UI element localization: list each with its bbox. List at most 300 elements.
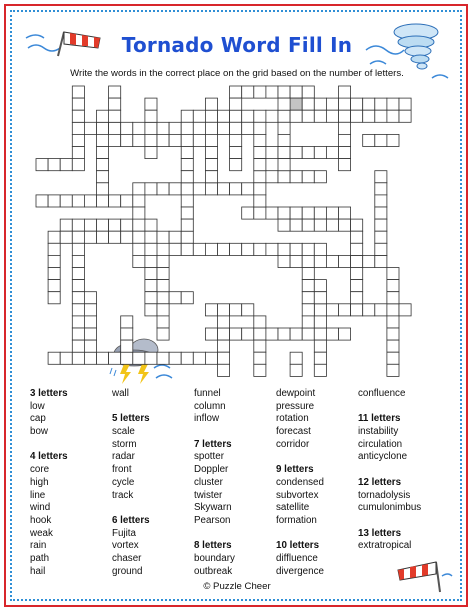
grid-cell[interactable] <box>48 195 60 207</box>
grid-cell[interactable] <box>339 86 351 98</box>
grid-cell[interactable] <box>302 292 314 304</box>
grid-cell[interactable] <box>84 195 96 207</box>
grid-cell[interactable] <box>193 243 205 255</box>
grid-cell[interactable] <box>387 292 399 304</box>
grid-cell[interactable] <box>72 352 84 364</box>
grid-cell[interactable] <box>157 122 169 134</box>
grid-cell[interactable] <box>97 171 109 183</box>
grid-cell[interactable] <box>326 207 338 219</box>
grid-cell[interactable] <box>121 352 133 364</box>
grid-cell[interactable] <box>193 352 205 364</box>
grid-cell[interactable] <box>399 110 411 122</box>
grid-cell[interactable] <box>97 122 109 134</box>
grid-cell[interactable] <box>72 328 84 340</box>
grid-cell[interactable] <box>387 340 399 352</box>
grid-cell[interactable] <box>133 207 145 219</box>
grid-cell[interactable] <box>145 219 157 231</box>
grid-cell[interactable] <box>230 243 242 255</box>
grid-cell[interactable] <box>266 147 278 159</box>
grid-cell[interactable] <box>133 231 145 243</box>
grid-cell[interactable] <box>278 219 290 231</box>
grid-cell[interactable] <box>290 171 302 183</box>
grid-cell[interactable] <box>133 352 145 364</box>
grid-cell[interactable] <box>302 280 314 292</box>
grid-cell[interactable] <box>205 134 217 146</box>
grid-cell[interactable] <box>145 255 157 267</box>
grid-cell[interactable] <box>254 340 266 352</box>
grid-cell[interactable] <box>339 122 351 134</box>
grid-cell[interactable] <box>314 219 326 231</box>
grid-cell[interactable] <box>157 292 169 304</box>
grid-cell[interactable] <box>375 231 387 243</box>
grid-cell[interactable] <box>48 280 60 292</box>
grid-cell[interactable] <box>169 352 181 364</box>
grid-cell[interactable] <box>72 304 84 316</box>
grid-cell[interactable] <box>290 147 302 159</box>
grid-cell[interactable] <box>84 231 96 243</box>
grid-cell[interactable] <box>218 316 230 328</box>
grid-cell[interactable] <box>84 292 96 304</box>
grid-cell[interactable] <box>145 304 157 316</box>
grid-cell[interactable] <box>72 110 84 122</box>
grid-cell[interactable] <box>290 98 302 110</box>
grid-cell[interactable] <box>205 352 217 364</box>
grid-cell[interactable] <box>145 98 157 110</box>
grid-cell[interactable] <box>339 159 351 171</box>
grid-cell[interactable] <box>314 110 326 122</box>
grid-cell[interactable] <box>242 243 254 255</box>
grid-cell[interactable] <box>230 159 242 171</box>
grid-cell[interactable] <box>60 352 72 364</box>
grid-cell[interactable] <box>387 316 399 328</box>
grid-cell[interactable] <box>72 86 84 98</box>
grid-cell[interactable] <box>230 122 242 134</box>
grid-cell[interactable] <box>326 328 338 340</box>
grid-cell[interactable] <box>387 268 399 280</box>
grid-cell[interactable] <box>181 147 193 159</box>
grid-cell[interactable] <box>48 352 60 364</box>
grid-cell[interactable] <box>169 122 181 134</box>
grid-cell[interactable] <box>339 207 351 219</box>
grid-cell[interactable] <box>157 183 169 195</box>
grid-cell[interactable] <box>278 159 290 171</box>
grid-cell[interactable] <box>169 134 181 146</box>
grid-cell[interactable] <box>351 219 363 231</box>
grid-cell[interactable] <box>133 255 145 267</box>
grid-cell[interactable] <box>157 231 169 243</box>
grid-cell[interactable] <box>145 122 157 134</box>
grid-cell[interactable] <box>84 316 96 328</box>
grid-cell[interactable] <box>218 340 230 352</box>
grid-cell[interactable] <box>387 98 399 110</box>
grid-cell[interactable] <box>302 255 314 267</box>
grid-cell[interactable] <box>109 110 121 122</box>
grid-cell[interactable] <box>72 195 84 207</box>
grid-cell[interactable] <box>302 98 314 110</box>
grid-cell[interactable] <box>302 219 314 231</box>
grid-cell[interactable] <box>181 231 193 243</box>
grid-cell[interactable] <box>363 110 375 122</box>
grid-cell[interactable] <box>254 195 266 207</box>
grid-cell[interactable] <box>133 243 145 255</box>
grid-cell[interactable] <box>387 110 399 122</box>
grid-cell[interactable] <box>387 304 399 316</box>
grid-cell[interactable] <box>72 219 84 231</box>
grid-cell[interactable] <box>314 207 326 219</box>
grid-cell[interactable] <box>375 171 387 183</box>
grid-cell[interactable] <box>326 98 338 110</box>
grid-cell[interactable] <box>375 183 387 195</box>
grid-cell[interactable] <box>290 352 302 364</box>
grid-cell[interactable] <box>121 122 133 134</box>
grid-cell[interactable] <box>290 219 302 231</box>
grid-cell[interactable] <box>109 86 121 98</box>
grid-cell[interactable] <box>387 280 399 292</box>
grid-cell[interactable] <box>339 134 351 146</box>
grid-cell[interactable] <box>351 280 363 292</box>
grid-cell[interactable] <box>48 292 60 304</box>
grid-cell[interactable] <box>121 231 133 243</box>
grid-cell[interactable] <box>339 304 351 316</box>
grid-cell[interactable] <box>97 183 109 195</box>
grid-cell[interactable] <box>242 207 254 219</box>
grid-cell[interactable] <box>290 110 302 122</box>
grid-cell[interactable] <box>290 364 302 376</box>
grid-cell[interactable] <box>242 304 254 316</box>
grid-cell[interactable] <box>242 86 254 98</box>
grid-cell[interactable] <box>302 268 314 280</box>
grid-cell[interactable] <box>339 328 351 340</box>
grid-cell[interactable] <box>218 328 230 340</box>
grid-cell[interactable] <box>290 243 302 255</box>
grid-cell[interactable] <box>230 98 242 110</box>
grid-cell[interactable] <box>387 328 399 340</box>
grid-cell[interactable] <box>278 328 290 340</box>
grid-cell[interactable] <box>278 122 290 134</box>
grid-cell[interactable] <box>97 352 109 364</box>
grid-cell[interactable] <box>363 255 375 267</box>
grid-cell[interactable] <box>302 243 314 255</box>
grid-cell[interactable] <box>109 98 121 110</box>
grid-cell[interactable] <box>48 255 60 267</box>
grid-cell[interactable] <box>302 86 314 98</box>
grid-cell[interactable] <box>36 159 48 171</box>
grid-cell[interactable] <box>218 243 230 255</box>
grid-cell[interactable] <box>278 110 290 122</box>
grid-cell[interactable] <box>266 110 278 122</box>
grid-cell[interactable] <box>254 122 266 134</box>
grid-cell[interactable] <box>60 159 72 171</box>
grid-cell[interactable] <box>375 243 387 255</box>
grid-cell[interactable] <box>157 316 169 328</box>
grid-cell[interactable] <box>278 171 290 183</box>
grid-cell[interactable] <box>254 159 266 171</box>
grid-cell[interactable] <box>278 98 290 110</box>
grid-cell[interactable] <box>133 183 145 195</box>
grid-cell[interactable] <box>121 195 133 207</box>
grid-cell[interactable] <box>72 134 84 146</box>
grid-cell[interactable] <box>266 207 278 219</box>
grid-cell[interactable] <box>72 243 84 255</box>
grid-cell[interactable] <box>121 134 133 146</box>
grid-cell[interactable] <box>254 328 266 340</box>
grid-cell[interactable] <box>181 207 193 219</box>
grid-cell[interactable] <box>387 134 399 146</box>
grid-cell[interactable] <box>242 110 254 122</box>
grid-cell[interactable] <box>302 304 314 316</box>
grid-cell[interactable] <box>254 86 266 98</box>
grid-cell[interactable] <box>109 134 121 146</box>
grid-cell[interactable] <box>314 340 326 352</box>
grid-cell[interactable] <box>218 364 230 376</box>
grid-cell[interactable] <box>169 231 181 243</box>
grid-cell[interactable] <box>169 183 181 195</box>
grid-cell[interactable] <box>375 219 387 231</box>
grid-cell[interactable] <box>266 86 278 98</box>
grid-cell[interactable] <box>326 219 338 231</box>
grid-cell[interactable] <box>314 364 326 376</box>
grid-cell[interactable] <box>181 171 193 183</box>
grid-cell[interactable] <box>266 171 278 183</box>
grid-cell[interactable] <box>302 147 314 159</box>
grid-cell[interactable] <box>157 328 169 340</box>
grid-cell[interactable] <box>109 219 121 231</box>
grid-cell[interactable] <box>302 207 314 219</box>
grid-cell[interactable] <box>339 255 351 267</box>
grid-cell[interactable] <box>84 304 96 316</box>
grid-cell[interactable] <box>133 122 145 134</box>
grid-cell[interactable] <box>205 243 217 255</box>
grid-cell[interactable] <box>351 268 363 280</box>
grid-cell[interactable] <box>278 243 290 255</box>
grid-cell[interactable] <box>375 98 387 110</box>
grid-cell[interactable] <box>399 98 411 110</box>
grid-cell[interactable] <box>48 231 60 243</box>
grid-cell[interactable] <box>97 231 109 243</box>
grid-cell[interactable] <box>133 195 145 207</box>
grid-cell[interactable] <box>157 280 169 292</box>
grid-cell[interactable] <box>314 304 326 316</box>
grid-cell[interactable] <box>290 207 302 219</box>
grid-cell[interactable] <box>339 147 351 159</box>
grid-cell[interactable] <box>230 304 242 316</box>
grid-cell[interactable] <box>230 183 242 195</box>
grid-cell[interactable] <box>254 147 266 159</box>
grid-cell[interactable] <box>314 352 326 364</box>
grid-cell[interactable] <box>145 231 157 243</box>
grid-cell[interactable] <box>145 134 157 146</box>
grid-cell[interactable] <box>254 316 266 328</box>
grid-cell[interactable] <box>145 243 157 255</box>
grid-cell[interactable] <box>363 304 375 316</box>
grid-cell[interactable] <box>230 147 242 159</box>
grid-cell[interactable] <box>181 219 193 231</box>
grid-cell[interactable] <box>302 110 314 122</box>
grid-cell[interactable] <box>326 255 338 267</box>
grid-cell[interactable] <box>60 231 72 243</box>
grid-cell[interactable] <box>181 352 193 364</box>
grid-cell[interactable] <box>193 122 205 134</box>
grid-cell[interactable] <box>72 268 84 280</box>
grid-cell[interactable] <box>193 110 205 122</box>
grid-cell[interactable] <box>230 110 242 122</box>
grid-cell[interactable] <box>278 255 290 267</box>
grid-cell[interactable] <box>145 110 157 122</box>
grid-cell[interactable] <box>351 304 363 316</box>
grid-cell[interactable] <box>254 110 266 122</box>
grid-cell[interactable] <box>339 98 351 110</box>
grid-cell[interactable] <box>218 183 230 195</box>
grid-cell[interactable] <box>48 159 60 171</box>
grid-cell[interactable] <box>230 328 242 340</box>
grid-cell[interactable] <box>205 183 217 195</box>
grid-cell[interactable] <box>72 255 84 267</box>
grid-cell[interactable] <box>72 316 84 328</box>
grid-cell[interactable] <box>314 147 326 159</box>
grid-cell[interactable] <box>205 98 217 110</box>
grid-cell[interactable] <box>145 280 157 292</box>
grid-cell[interactable] <box>278 86 290 98</box>
grid-cell[interactable] <box>375 195 387 207</box>
grid-cell[interactable] <box>314 292 326 304</box>
grid-cell[interactable] <box>254 243 266 255</box>
grid-cell[interactable] <box>278 134 290 146</box>
grid-cell[interactable] <box>218 304 230 316</box>
grid-cell[interactable] <box>48 243 60 255</box>
grid-cell[interactable] <box>181 122 193 134</box>
grid-cell[interactable] <box>254 207 266 219</box>
grid-cell[interactable] <box>230 134 242 146</box>
grid-cell[interactable] <box>121 316 133 328</box>
grid-cell[interactable] <box>351 255 363 267</box>
grid-cell[interactable] <box>375 304 387 316</box>
grid-cell[interactable] <box>351 292 363 304</box>
grid-cell[interactable] <box>314 280 326 292</box>
grid-cell[interactable] <box>145 183 157 195</box>
grid-cell[interactable] <box>290 255 302 267</box>
grid-cell[interactable] <box>254 183 266 195</box>
grid-cell[interactable] <box>302 328 314 340</box>
grid-cell[interactable] <box>302 316 314 328</box>
grid-cell[interactable] <box>314 98 326 110</box>
grid-cell[interactable] <box>181 183 193 195</box>
grid-cell[interactable] <box>278 147 290 159</box>
grid-cell[interactable] <box>145 352 157 364</box>
grid-cell[interactable] <box>266 328 278 340</box>
grid-cell[interactable] <box>314 255 326 267</box>
grid-cell[interactable] <box>145 292 157 304</box>
grid-cell[interactable] <box>97 147 109 159</box>
grid-cell[interactable] <box>72 231 84 243</box>
grid-cell[interactable] <box>157 304 169 316</box>
grid-cell[interactable] <box>351 110 363 122</box>
grid-cell[interactable] <box>181 292 193 304</box>
grid-cell[interactable] <box>133 134 145 146</box>
grid-cell[interactable] <box>193 183 205 195</box>
grid-cell[interactable] <box>375 255 387 267</box>
grid-cell[interactable] <box>326 147 338 159</box>
grid-cell[interactable] <box>314 316 326 328</box>
grid-cell[interactable] <box>97 159 109 171</box>
grid-cell[interactable] <box>109 352 121 364</box>
grid-cell[interactable] <box>314 243 326 255</box>
grid-cell[interactable] <box>157 134 169 146</box>
grid-cell[interactable] <box>181 134 193 146</box>
grid-cell[interactable] <box>351 243 363 255</box>
grid-cell[interactable] <box>72 292 84 304</box>
grid-cell[interactable] <box>145 268 157 280</box>
grid-cell[interactable] <box>157 268 169 280</box>
grid-cell[interactable] <box>109 231 121 243</box>
grid-cell[interactable] <box>72 280 84 292</box>
grid-cell[interactable] <box>278 207 290 219</box>
grid-cell[interactable] <box>181 195 193 207</box>
grid-cell[interactable] <box>84 340 96 352</box>
grid-cell[interactable] <box>181 243 193 255</box>
grid-cell[interactable] <box>193 134 205 146</box>
grid-cell[interactable] <box>254 171 266 183</box>
grid-cell[interactable] <box>375 110 387 122</box>
grid-cell[interactable] <box>72 340 84 352</box>
grid-cell[interactable] <box>326 110 338 122</box>
grid-cell[interactable] <box>205 110 217 122</box>
grid-cell[interactable] <box>290 328 302 340</box>
grid-cell[interactable] <box>363 134 375 146</box>
grid-cell[interactable] <box>314 328 326 340</box>
grid-cell[interactable] <box>339 110 351 122</box>
grid-cell[interactable] <box>375 207 387 219</box>
grid-cell[interactable] <box>72 98 84 110</box>
grid-cell[interactable] <box>254 364 266 376</box>
grid-cell[interactable] <box>169 292 181 304</box>
grid-cell[interactable] <box>387 352 399 364</box>
grid-cell[interactable] <box>48 268 60 280</box>
grid-cell[interactable] <box>218 352 230 364</box>
grid-cell[interactable] <box>205 328 217 340</box>
grid-cell[interactable] <box>84 328 96 340</box>
grid-cell[interactable] <box>242 122 254 134</box>
grid-cell[interactable] <box>133 219 145 231</box>
grid-cell[interactable] <box>169 243 181 255</box>
grid-cell[interactable] <box>72 159 84 171</box>
grid-cell[interactable] <box>218 122 230 134</box>
grid-cell[interactable] <box>145 147 157 159</box>
grid-cell[interactable] <box>97 195 109 207</box>
grid-cell[interactable] <box>121 340 133 352</box>
grid-cell[interactable] <box>290 86 302 98</box>
grid-cell[interactable] <box>314 171 326 183</box>
grid-cell[interactable] <box>97 110 109 122</box>
grid-cell[interactable] <box>326 304 338 316</box>
grid-cell[interactable] <box>205 304 217 316</box>
grid-cell[interactable] <box>60 195 72 207</box>
grid-cell[interactable] <box>218 110 230 122</box>
grid-cell[interactable] <box>97 134 109 146</box>
grid-cell[interactable] <box>72 122 84 134</box>
grid-cell[interactable] <box>242 183 254 195</box>
grid-cell[interactable] <box>205 159 217 171</box>
grid-cell[interactable] <box>339 219 351 231</box>
grid-cell[interactable] <box>181 110 193 122</box>
grid-cell[interactable] <box>205 122 217 134</box>
grid-cell[interactable] <box>157 352 169 364</box>
grid-cell[interactable] <box>230 86 242 98</box>
grid-cell[interactable] <box>254 352 266 364</box>
grid-cell[interactable] <box>97 219 109 231</box>
grid-cell[interactable] <box>84 352 96 364</box>
grid-cell[interactable] <box>242 328 254 340</box>
grid-cell[interactable] <box>387 364 399 376</box>
